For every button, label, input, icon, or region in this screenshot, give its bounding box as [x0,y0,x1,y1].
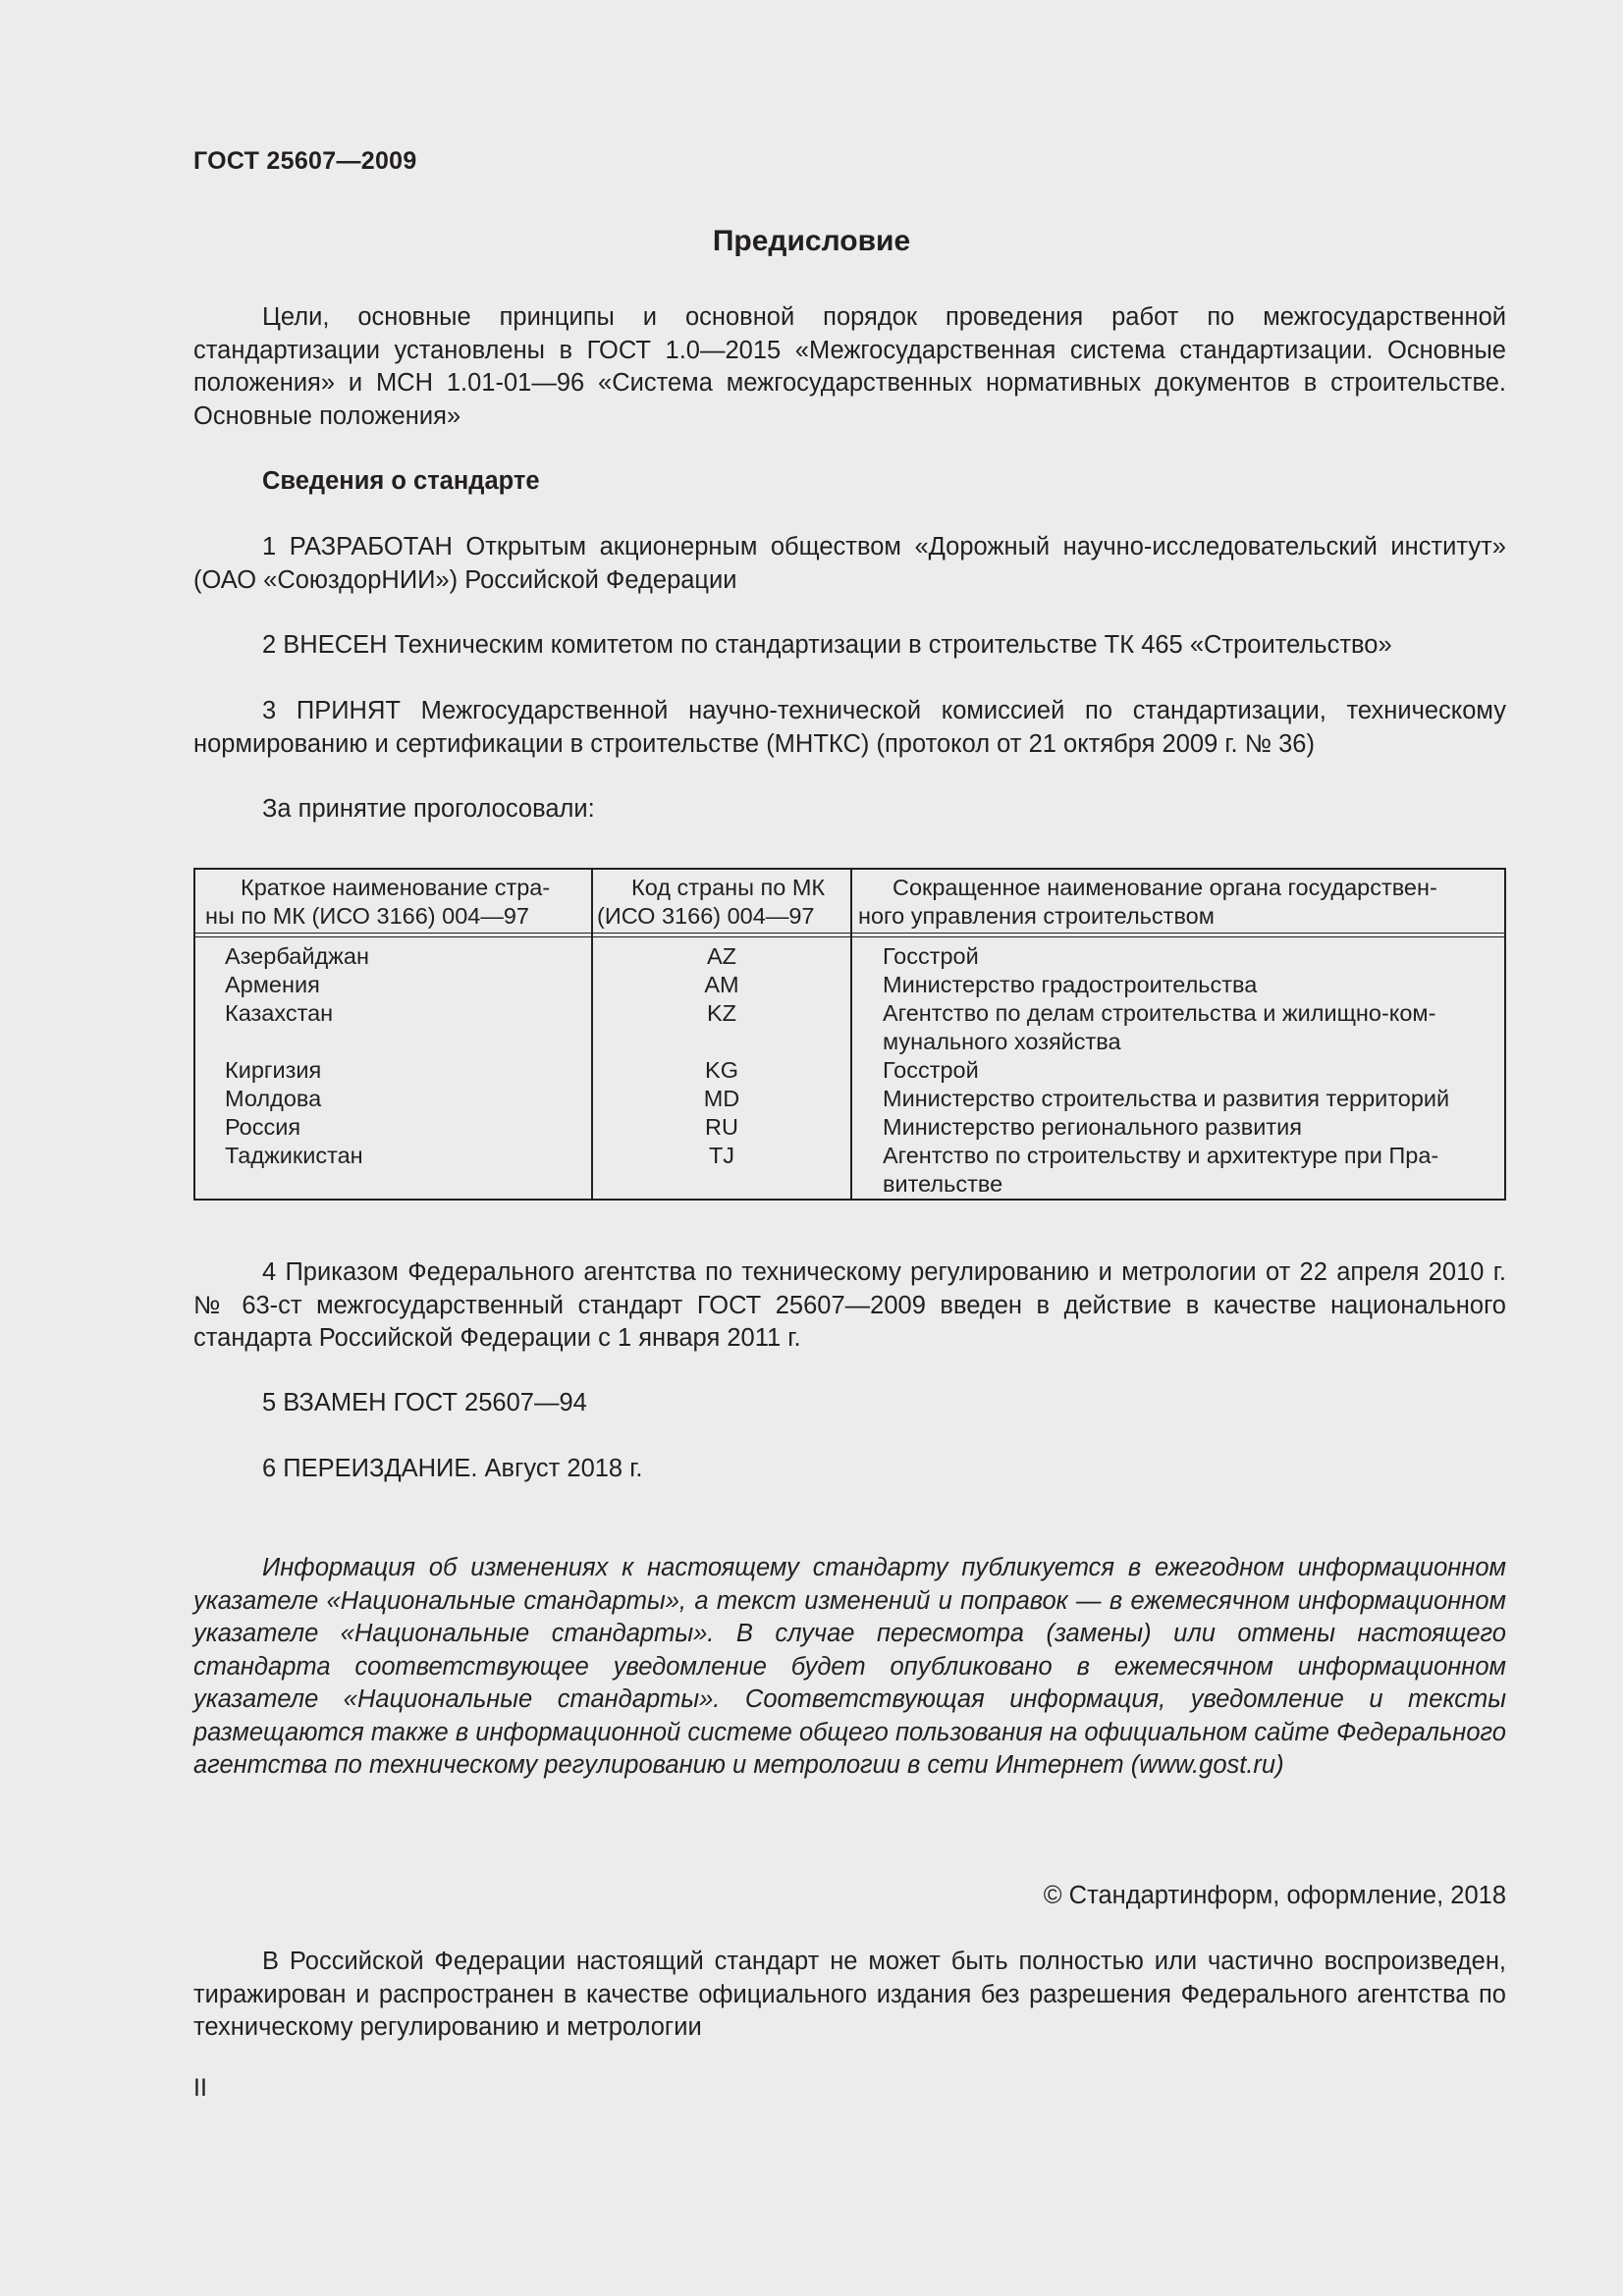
table-cell-country: Молдова [225,1086,322,1111]
table-cell-country: Казахстан [225,1000,334,1026]
preface-intro: Цели, основные принципы и основной порядок проведения работ по межгосударственной стандартизации установлены в ГОСТ 1.0—2015 «Межгосударственная система стандартизации. Основные положения» и МСН 1.01-01—96 «Система межгосударственных нормативных документов в строительстве. Основные положения» [193,303,1506,430]
table-cell-code [593,1028,850,1056]
header-line: Краткое наименование стра- [241,875,551,900]
changes-info-notice: Информация об изменениях к настоящему стандарту публикуется в ежегодном информационном указателе «Национальные стандарты», а текст изменений и поправок — в ежемесячном информационном указателе «Национальные стандарты». В случае пересмотра (замены) или отмены настоящего стандарта соответствующее уведомление будет опубликовано в ежемесячном информационном указателе «Национальные стандарты». Соответствующая информация, уведомление и тексты размещаются также в информационной системе общего пользования на официальном сайте Федерального агентства по техническому регулированию и метрологии в сети Интернет (www.gost.ru) [193,1554,1506,1779]
table-cell-authority: Министерство градостроительства [883,972,1258,997]
table-header-code [597,874,846,931]
preface-title: Предисловие [712,225,911,257]
item-developed: 1 РАЗРАБОТАН Открытым акционерным обществом «Дорожный научно-исследовательский институт» (ОАО «СоюздорНИИ») Российской Федерации [193,533,1506,594]
item-introduced: 2 ВНЕСЕН Техническим комитетом по стандартизации в строительстве ТК 465 «Строительство» [262,631,1392,659]
table-cell-authority: Министерство регионального развития [883,1114,1303,1140]
about-standard-heading: Сведения о стандарте [262,467,540,495]
table-cell-code: TJ [708,1143,735,1168]
table-cell-code: MD [703,1086,740,1111]
voted-label: За принятие проголосовали: [262,795,595,823]
country-column [225,942,578,1170]
table-header-authority [858,874,1501,931]
header-line: ного управления строительством [858,903,1215,929]
reproduction-rights-notice: В Российской Федерации настоящий стандарт не может быть полностью или частично воспроизведен, тиражирован и распространен в качестве официального издания без разрешения Федерального агентства по техническому регулированию и метрологии [193,1948,1506,2041]
table-cell-code: KZ [706,1000,737,1026]
page-number: II [193,2074,207,2102]
table-cell-authority: Агентство по строительству и архитектуре при Пра- [883,1143,1439,1168]
table-cell-authority: Госстрой [883,943,979,969]
header-line: ны по МК (ИСО 3166) 004—97 [205,903,529,929]
header-line: Сокращенное наименование органа государствен- [893,875,1437,900]
table-cell-authority: Госстрой [883,1057,979,1083]
item-replaces: 5 ВЗАМЕН ГОСТ 25607—94 [262,1389,587,1416]
table-column-divider [850,870,852,1199]
table-cell-code: AZ [706,943,737,969]
item-reissue: 6 ПЕРЕИЗДАНИЕ. Август 2018 г. [262,1455,643,1482]
table-cell-authority: мунального хозяйства [883,1029,1121,1054]
header-line: (ИСО 3166) 004—97 [597,903,815,929]
code-column [593,942,850,1170]
table-header-country [205,874,583,931]
authority-column [883,942,1501,1199]
table-cell-country: Азербайджан [225,943,369,969]
document-code: ГОСТ 25607—2009 [193,147,417,175]
table-cell-code: AM [704,972,739,997]
table-cell-authority: вительстве [883,1171,1003,1197]
copyright-notice: © Стандартинформ, оформление, 2018 [1043,1882,1506,1909]
table-cell-country: Россия [225,1114,301,1140]
item-adopted: 3 ПРИНЯТ Межгосударственной научно-технической комиссией по стандартизации, техническому нормированию и сертификации в строительстве (МНТКС) (протокол от 21 октября 2009 г. № 36) [193,697,1506,758]
table-cell-code: RU [705,1114,738,1140]
table-cell-country: Киргизия [225,1057,322,1083]
table-cell-authority: Министерство строительства и развития территорий [883,1086,1450,1111]
table-cell-country [225,1028,578,1056]
table-header-separator [195,933,1504,937]
item-enacted: 4 Приказом Федерального агентства по техническому регулированию и метрологии от 22 апреля 2010 г. № 63-ст межгосударственный стандарт ГОСТ 25607—2009 введен в действие в качестве национального стандарта Российской Федерации с 1 января 2011 г. [193,1258,1506,1352]
voting-table [193,868,1506,1201]
table-cell-authority: Агентство по делам строительства и жилищно-ком- [883,1000,1436,1026]
header-line: Код страны по МК [631,875,826,900]
table-cell-code: KG [705,1057,738,1083]
table-cell-country: Таджикистан [225,1143,363,1168]
table-cell-country: Армения [225,972,320,997]
